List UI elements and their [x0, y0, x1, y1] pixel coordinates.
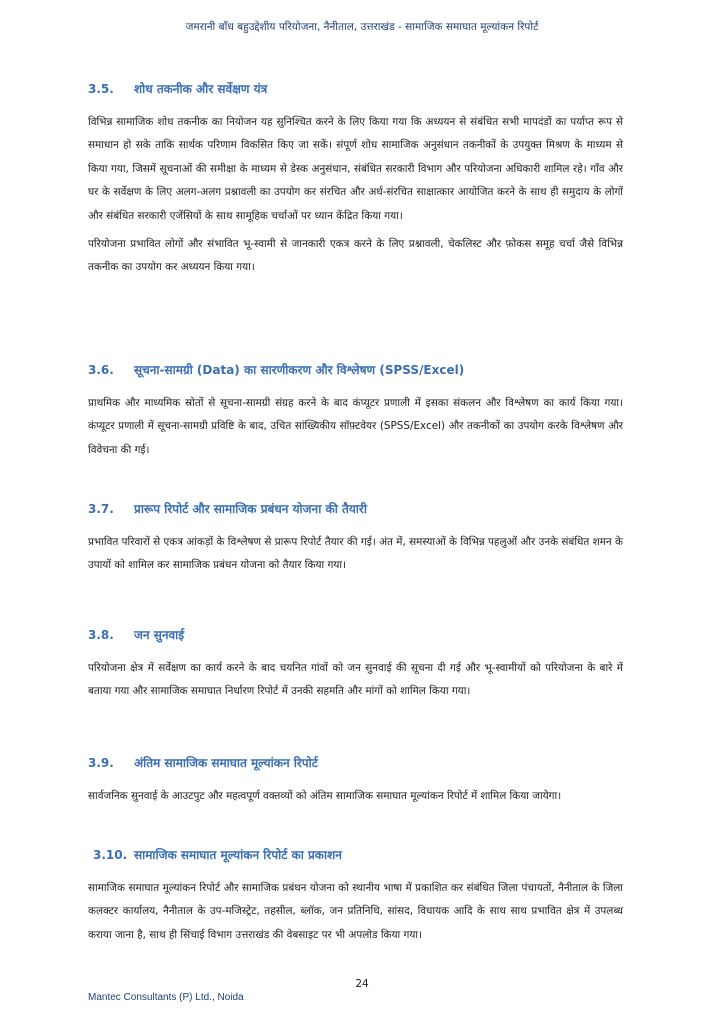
section-title: अंतिम सामाजिक समाघात मूल्यांकन रिपोर्ट	[134, 756, 318, 770]
section-title: सामाजिक समाघात मूल्यांकन रिपोर्ट का प्रकाशन	[134, 848, 342, 862]
section-title: प्रारूप रिपोर्ट और सामाजिक प्रबंधन योजना की तैयारी	[134, 502, 367, 516]
page-header: जमरानी बाँध बहुउद्देशीय परियोजना, नैनीताल, उत्तराखंड - सामाजिक समाघात मूल्यांकन रिपोर्ट	[185, 21, 539, 33]
paragraph: सामाजिक समाघात मूल्यांकन रिपोर्ट और सामाजिक प्रबंधन योजना को स्थानीय भाषा में प्रकाशित कर संबंधित जिला पंचायतों, नैनीताल के जिला कलक्टर कार्यालय, नैनीताल के उप-मजिस्ट्रेट, तहसील, ब्लॉक, जन प्रतिनिधि, सांसद, विधायक आदि के साथ साथ प्रभावित क्षेत्र में उपलब्ध कराया जाना है, साथ ही सिंचाई विभाग उत्तराखंड की वेबसाइट पर भी अपलोड किया गया।	[88, 882, 623, 941]
section-3-8	[88, 626, 623, 709]
paragraph: परियोजना क्षेत्र में सर्वेक्षण का कार्य करने के बाद चयनित गांवों को जन सुनवाई की सूचना दी गई और भू-स्वामीयों को परियोजना के बारे में बताया गया और सामाजिक समाघात निर्धारण रिपोर्ट में उनकी सहमति और मांगों को शामिल किया गया।	[88, 662, 623, 698]
section-heading	[88, 754, 623, 771]
section-3-7	[88, 500, 623, 583]
section-heading	[88, 361, 623, 378]
paragraph: प्राथमिक और माध्यमिक स्रोतों से सूचना-सामग्री संग्रह करने के बाद कंप्यूटर प्रणाली में इसका संकलन और विश्लेषण का कार्य किया गया। कंप्यूटर प्रणाली में सूचना-सामग्री प्रविष्टि के बाद, उचित सांख्यिकीय सॉफ़्टवेयर (SPSS/Excel) और तकनीकों का उपयोग करके विश्लेषण और विवेचना की गई।	[88, 397, 623, 456]
section-3-9	[88, 754, 623, 813]
section-heading	[88, 626, 623, 643]
section-number: 3.10.	[93, 848, 128, 862]
section-heading	[88, 846, 623, 863]
section-number: 3.8.	[88, 628, 114, 642]
paragraph: परियोजना प्रभावित लोगों और संभावित भू-स्वामी से जानकारी एकत्र करने के लिए प्रश्नावली, चेकलिस्ट और फ़ोकस समूह चर्चा जैसे विभिन्न तकनीक का उपयोग कर अध्ययन किया गया।	[88, 238, 623, 274]
section-title: सूचना-सामग्री (Data) का सारणीकरण और विश्लेषण (SPSS/Excel)	[134, 363, 465, 377]
page-number: 24	[355, 978, 369, 990]
section-3-6	[88, 361, 623, 467]
section-title: जन सुनवाई	[134, 628, 185, 642]
paragraph: विभिन्न सामाजिक शोध तकनीक का नियोजन यह सुनिश्चित करने के लिए किया गया कि अध्ययन से संबंधित सभी मापदंडों का पर्याप्त रूप से समाधान हो सके ताकि सार्थक परिणाम विकसित किए जा सकें। संपूर्ण शोध सामाजिक अनुसंधान तकनीकों के उपयुक्त मिश्रण के माध्यम से किया गया, जिसमें सूचनाओं की समीक्षा के माध्यम से डेस्क अनुसंधान, संबंधित सरकारी विभाग और परियोजना अधिकारी शामिल रहे। गाँव और घर के सर्वेक्षण के लिए अलग-अलग प्रश्नावली का उपयोग कर संरचित और अर्ध-संरचित साक्षात्कार आयोजित करने के साथ ही समुदाय के लोगों और संबंधित सरकारी एजेंसियों के साथ सामूहिक चर्चाओं पर ध्यान केंद्रित किया गया।	[88, 116, 623, 222]
section-heading	[88, 500, 623, 517]
section-heading	[88, 80, 623, 97]
section-number: 3.5.	[88, 82, 114, 96]
paragraph: प्रभावित परिवारों से एकत्र आंकड़ों के विश्लेषण से प्रारूप रिपोर्ट तैयार की गई। अंत में, समस्याओं के विभिन्न पहलुओं और उनके संबंधित शमन के उपायों को शामिल कर सामाजिक प्रबंधन योजना को तैयार किया गया।	[88, 536, 623, 572]
section-3-5	[88, 80, 623, 285]
section-3-10	[88, 846, 623, 952]
paragraph: सार्वजनिक सुनवाई के आउटपुट और महत्वपूर्ण वक्तव्यों को अंतिम सामाजिक समाघात मूल्यांकन रिपोर्ट में शामिल किया जायेगा।	[88, 790, 562, 802]
section-number: 3.6.	[88, 363, 114, 377]
company-name: Mantec Consultants (P) Ltd., Noida	[88, 992, 244, 1003]
section-title: शोध तकनीक और सर्वेक्षण यंत्र	[134, 82, 268, 96]
section-number: 3.7.	[88, 502, 114, 516]
section-number: 3.9.	[88, 756, 114, 770]
